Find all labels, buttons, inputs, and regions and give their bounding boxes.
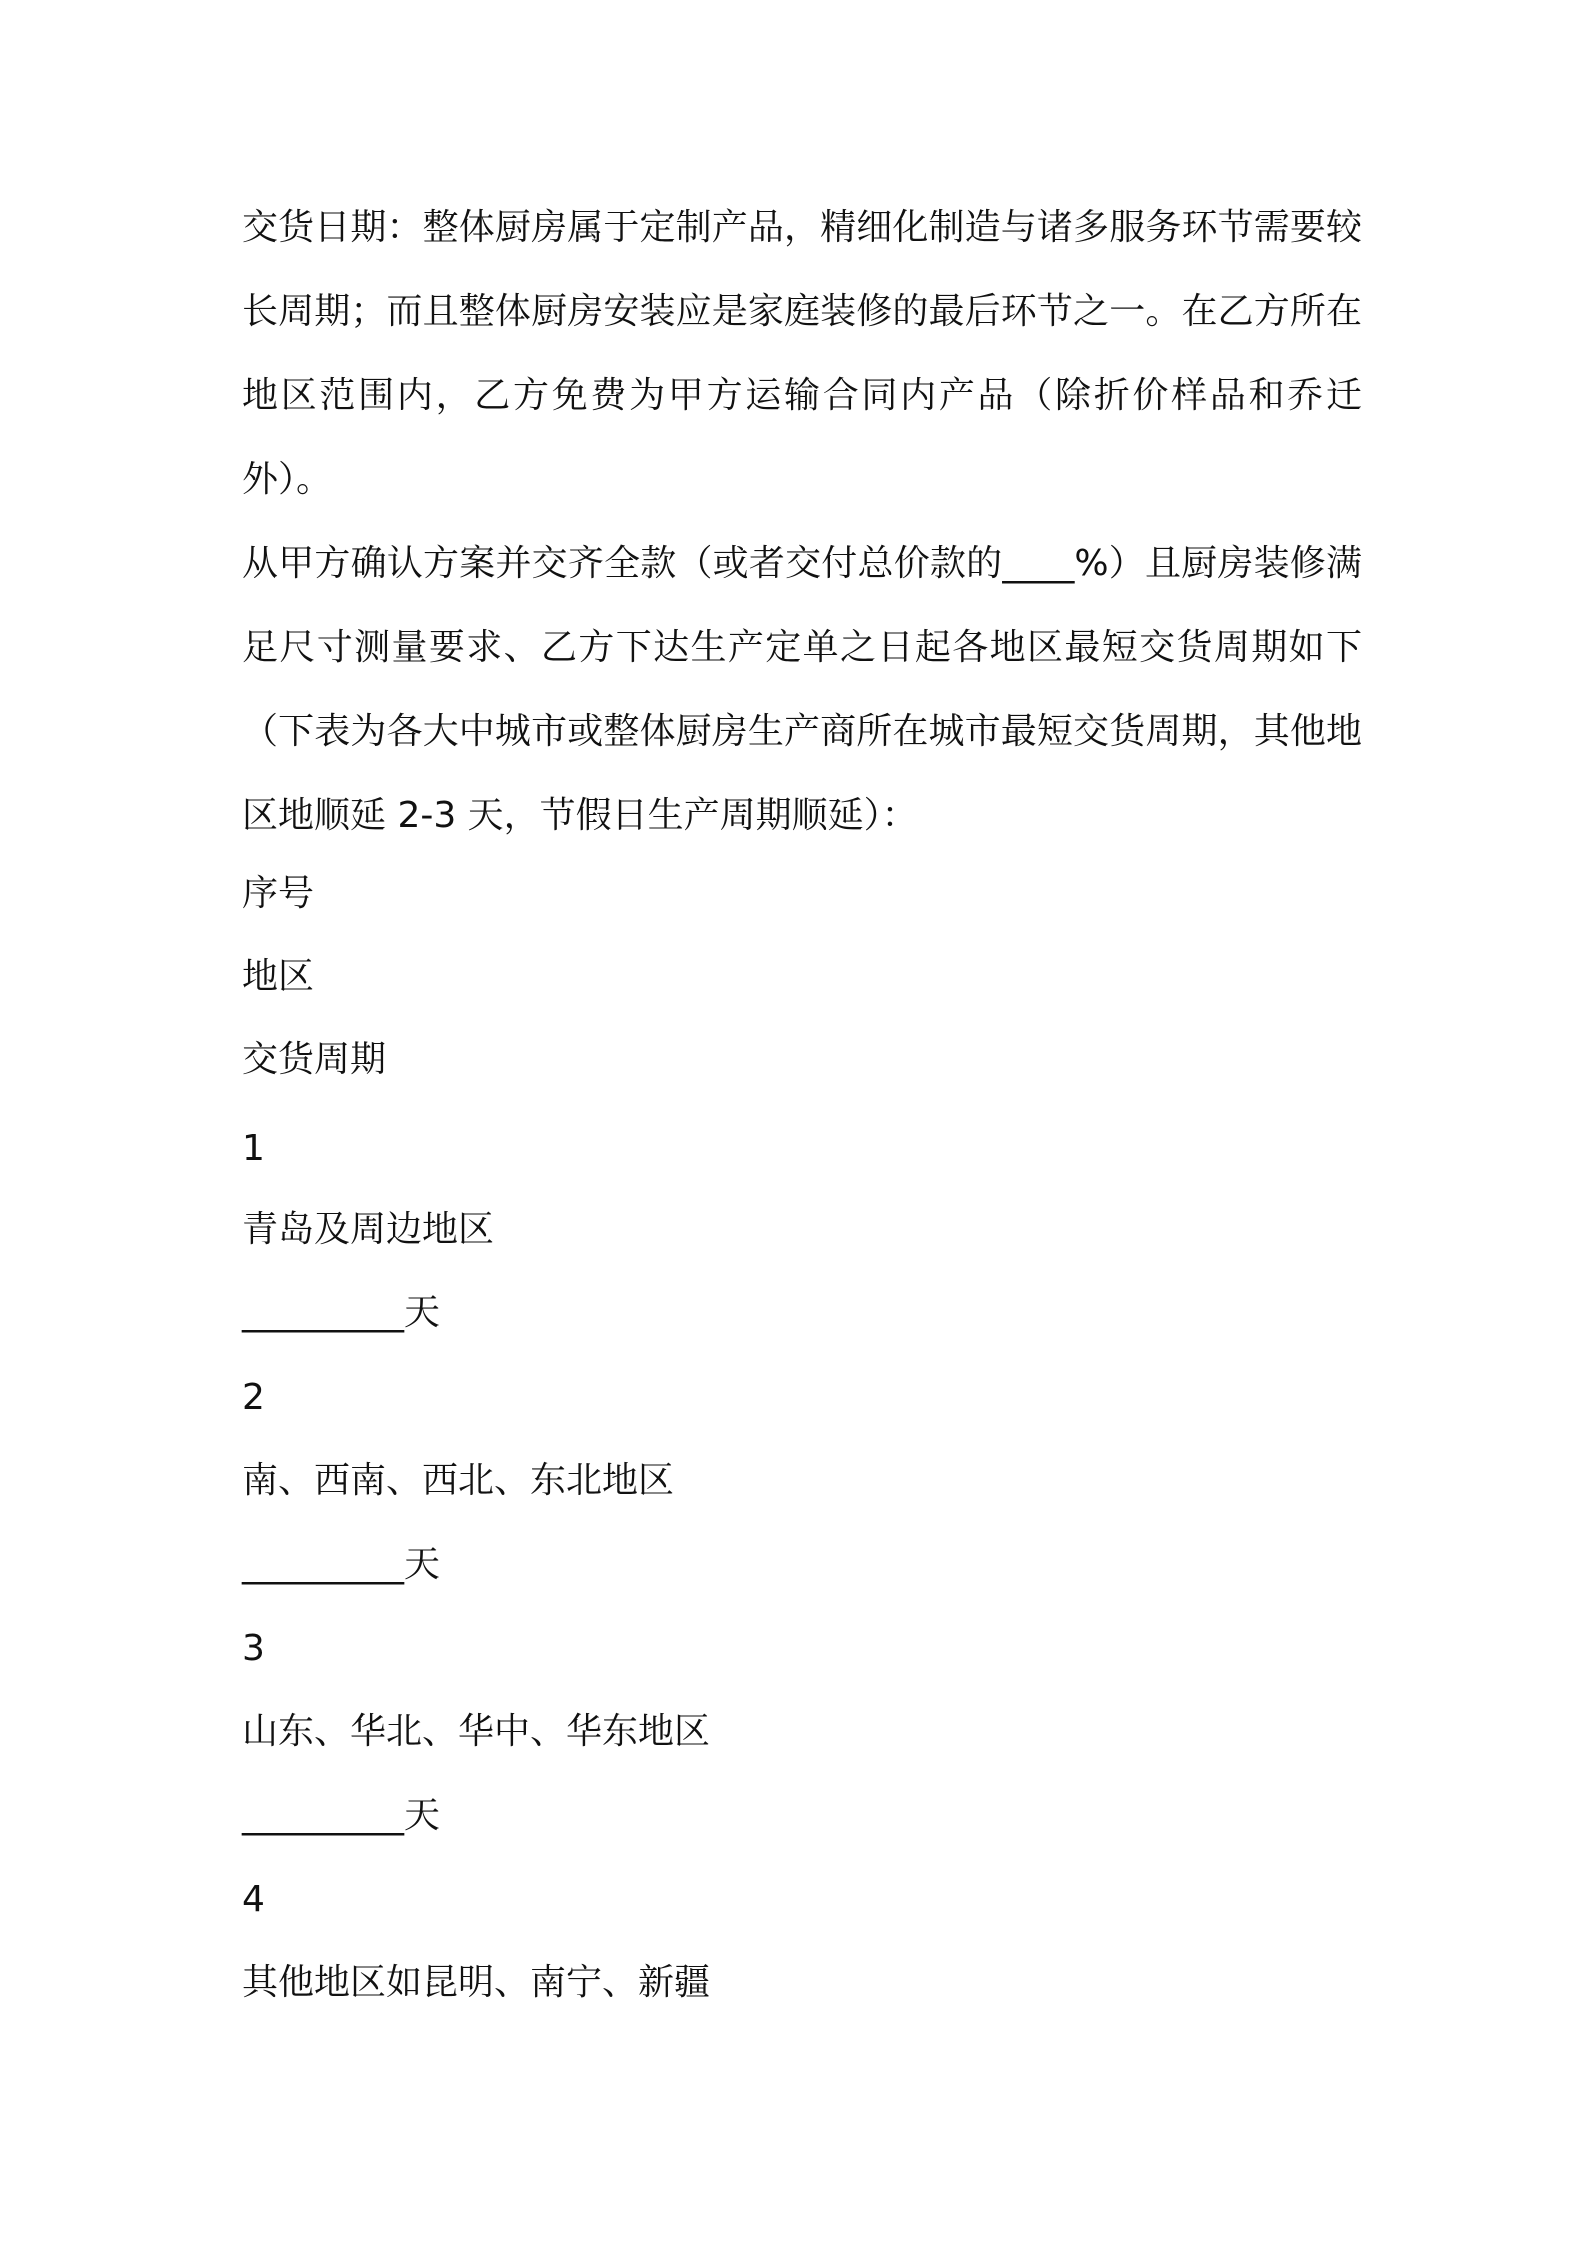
row-period: _________天 (242, 1544, 441, 1585)
paragraph-text: 交货日期：整体厨房属于定制产品，精细化制造与诸多服务环节需要较长周期；而且整体厨房安装应是家庭装修的最后环节之一。在乙方所在地区范围内，乙方免费为甲方运输合同内产品（除折价样品和乔迁外）。 (242, 207, 1362, 500)
row-period: _________天 (242, 1795, 441, 1836)
table-header-region: 地区 (242, 956, 315, 997)
row-number: 2 (242, 1377, 265, 1418)
row-region: 南、西南、西北、东北地区 (242, 1460, 675, 1501)
row-number: 4 (242, 1879, 265, 1920)
delivery-period-paragraph (242, 522, 1362, 858)
row-period: _________天 (242, 1292, 441, 1333)
table-header-number: 序号 (242, 873, 315, 914)
table-header-period: 交货周期 (242, 1039, 387, 1080)
row-region: 山东、华北、华中、华东地区 (242, 1711, 711, 1752)
row-number: 3 (242, 1628, 265, 1669)
paragraph-text: 从甲方确认方案并交齐全款（或者交付总价款的____%）且厨房装修满足尺寸测量要求、乙方下达生产定单之日起各地区最短交货周期如下（下表为各大中城市或整体厨房生产商所在城市最短交货周期，其他地区地顺延 2-3 天，节假日生产周期顺延）： (242, 543, 1362, 836)
delivery-date-paragraph (242, 186, 1362, 522)
row-region: 青岛及周边地区 (242, 1209, 495, 1250)
row-number: 1 (242, 1128, 265, 1169)
row-region: 其他地区如昆明、南宁、新疆 (242, 1962, 711, 2003)
